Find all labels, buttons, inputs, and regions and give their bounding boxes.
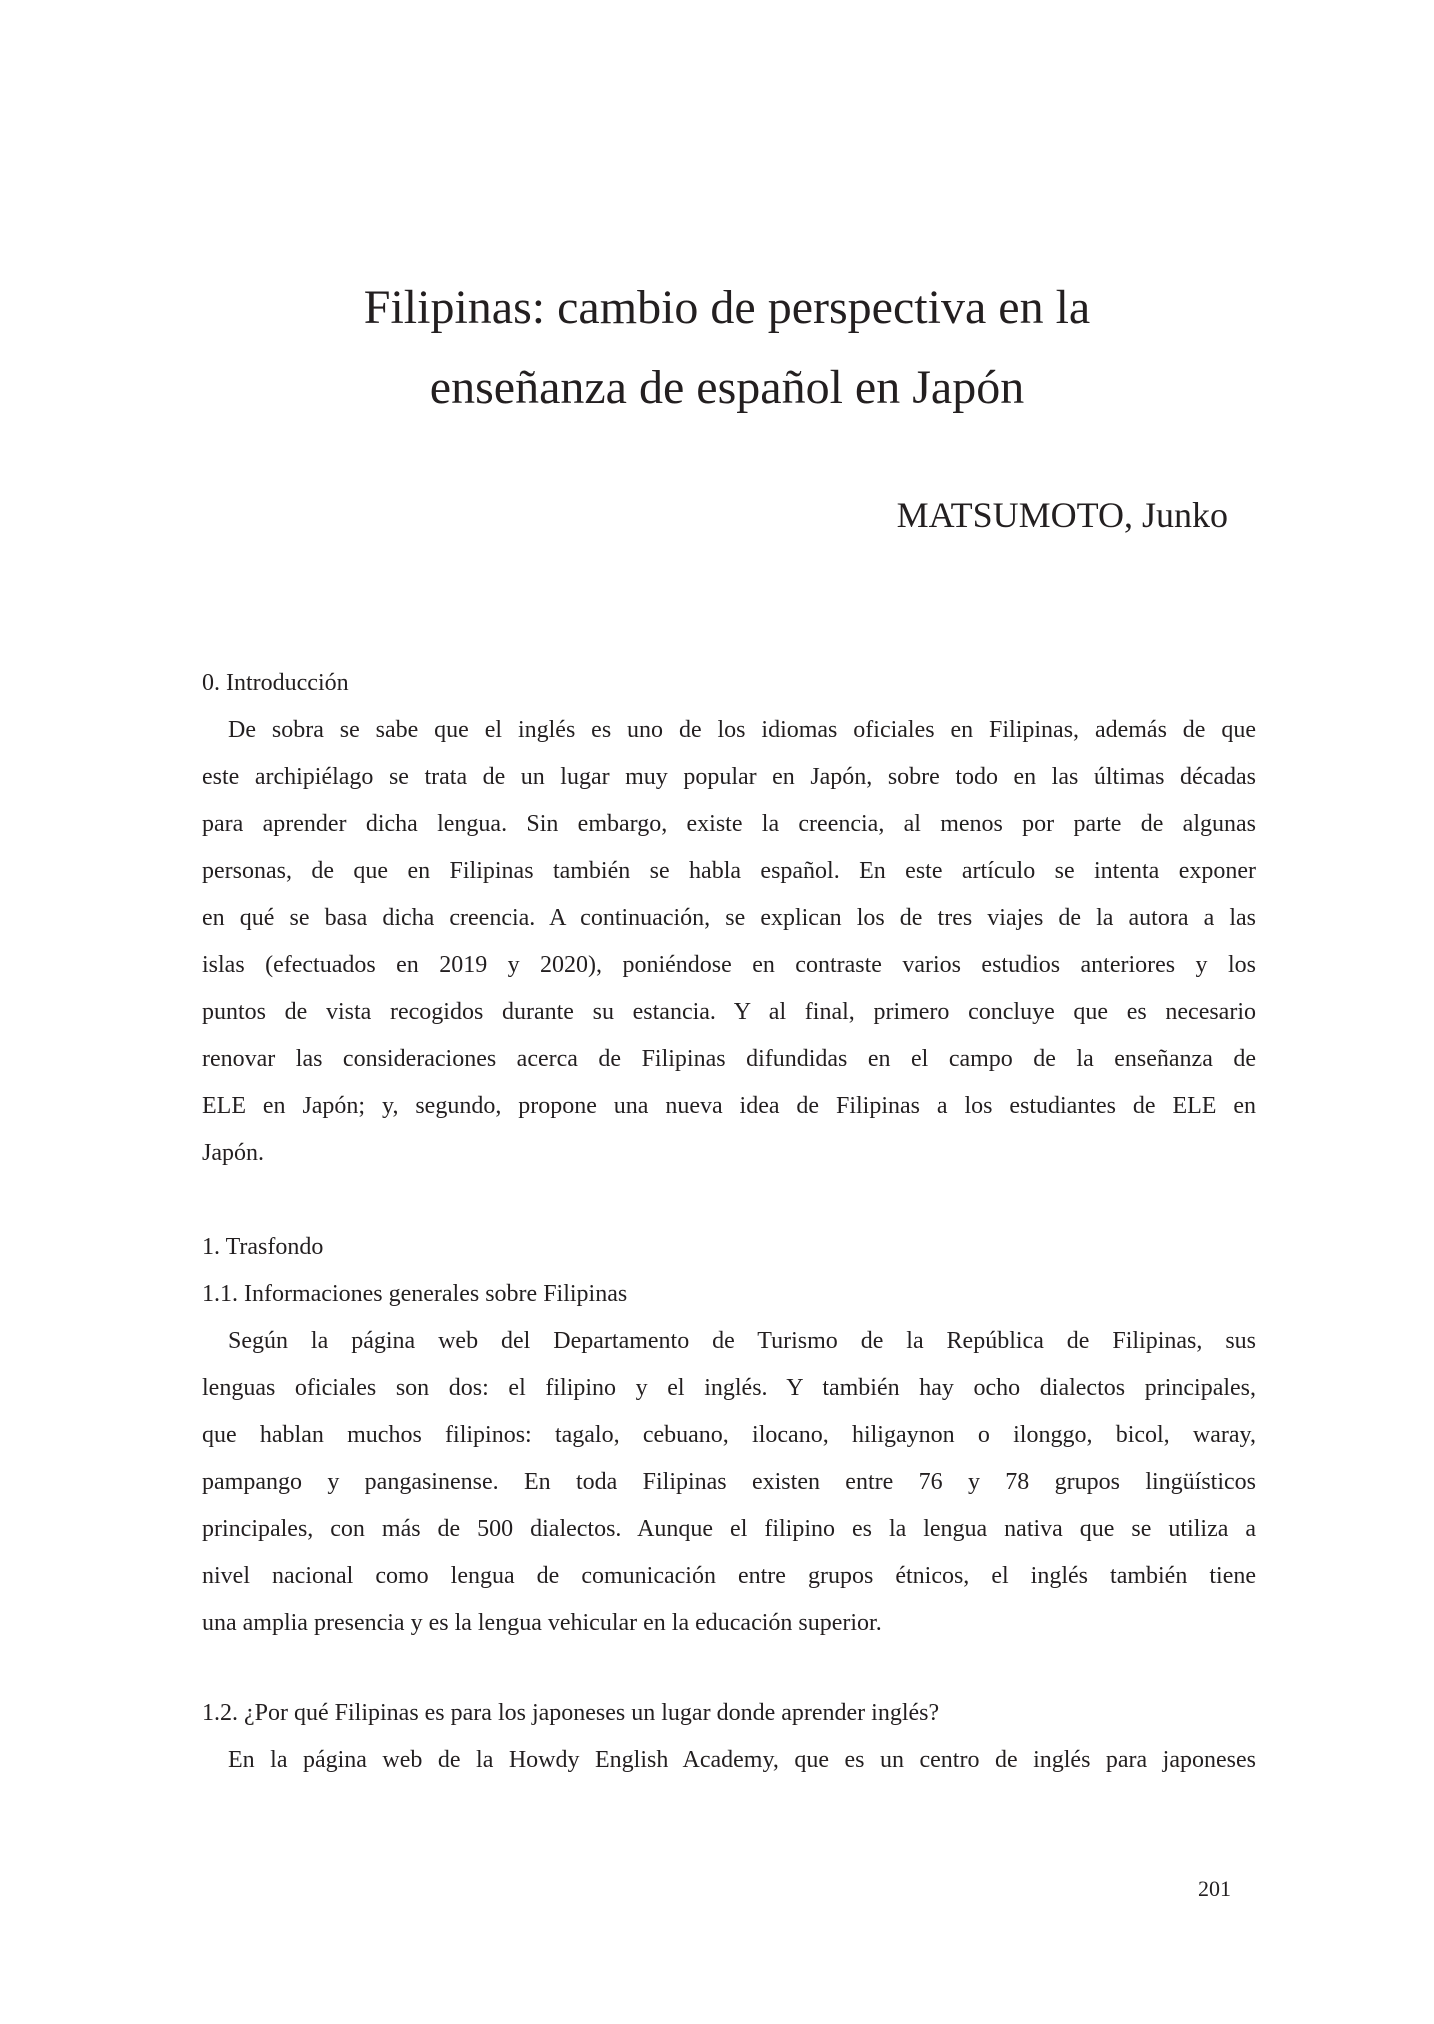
page-number: 201	[1198, 1876, 1231, 1901]
section-heading: 0. Introducción	[202, 670, 349, 696]
title-line: Filipinas: cambio de perspectiva en la	[363, 281, 1091, 334]
text-line: lenguas oficiales son dos: el filipino y el inglés. Y también hay ocho dialectos principales,	[202, 1375, 1256, 1401]
text-line: De sobra se sabe que el inglés es uno de los idiomas oficiales en Filipinas, además de que	[228, 717, 1256, 743]
text-line: islas (efectuados en 2019 y 2020), poniéndose en contraste varios estudios anteriores y los	[202, 952, 1256, 978]
text-line: En la página web de la Howdy English Academy, que es un centro de inglés para japoneses	[228, 1747, 1256, 1773]
text-line: pampango y pangasinense. En toda Filipinas existen entre 76 y 78 grupos lingüísticos	[202, 1469, 1256, 1495]
text-line: que hablan muchos filipinos: tagalo, cebuano, ilocano, hiligaynon o ilonggo, bicol, waray,	[202, 1422, 1256, 1448]
text-line: nivel nacional como lengua de comunicación entre grupos étnicos, el inglés también tiene	[202, 1563, 1256, 1589]
text-line: en qué se basa dicha creencia. A continuación, se explican los de tres viajes de la autora a las	[202, 905, 1256, 931]
title-line: enseñanza de español en Japón	[429, 361, 1025, 414]
paragraph	[202, 1318, 1256, 1647]
section-heading: 1. Trasfondo	[202, 1234, 324, 1260]
subsection-heading: 1.2. ¿Por qué Filipinas es para los japoneses un lugar donde aprender inglés?	[202, 1700, 940, 1726]
text-line: una amplia presencia y es la lengua vehicular en la educación superior.	[202, 1610, 882, 1636]
text-line: renovar las consideraciones acerca de Filipinas difundidas en el campo de la enseñanza de	[202, 1046, 1256, 1072]
text-line: ELE en Japón; y, segundo, propone una nueva idea de Filipinas a los estudiantes de ELE en	[202, 1093, 1256, 1119]
text-line: Japón.	[202, 1140, 264, 1166]
author-name: MATSUMOTO, Junko	[896, 495, 1228, 535]
paragraph	[202, 707, 1256, 1177]
text-line: personas, de que en Filipinas también se habla español. En este artículo se intenta exponer	[202, 858, 1256, 884]
text-line: Según la página web del Departamento de Turismo de la República de Filipinas, sus	[228, 1328, 1256, 1354]
text-line: principales, con más de 500 dialectos. Aunque el filipino es la lengua nativa que se utiliza a	[202, 1516, 1256, 1542]
subsection-heading: 1.1. Informaciones generales sobre Filipinas	[202, 1281, 628, 1307]
paragraph	[202, 1737, 1256, 1784]
text-line: para aprender dicha lengua. Sin embargo, existe la creencia, al menos por parte de algunas	[202, 811, 1256, 837]
article-title	[0, 268, 1434, 428]
article-body	[202, 660, 1256, 1784]
text-line: puntos de vista recogidos durante su estancia. Y al final, primero concluye que es necesario	[202, 999, 1256, 1025]
text-line: este archipiélago se trata de un lugar muy popular en Japón, sobre todo en las últimas décadas	[202, 764, 1256, 790]
